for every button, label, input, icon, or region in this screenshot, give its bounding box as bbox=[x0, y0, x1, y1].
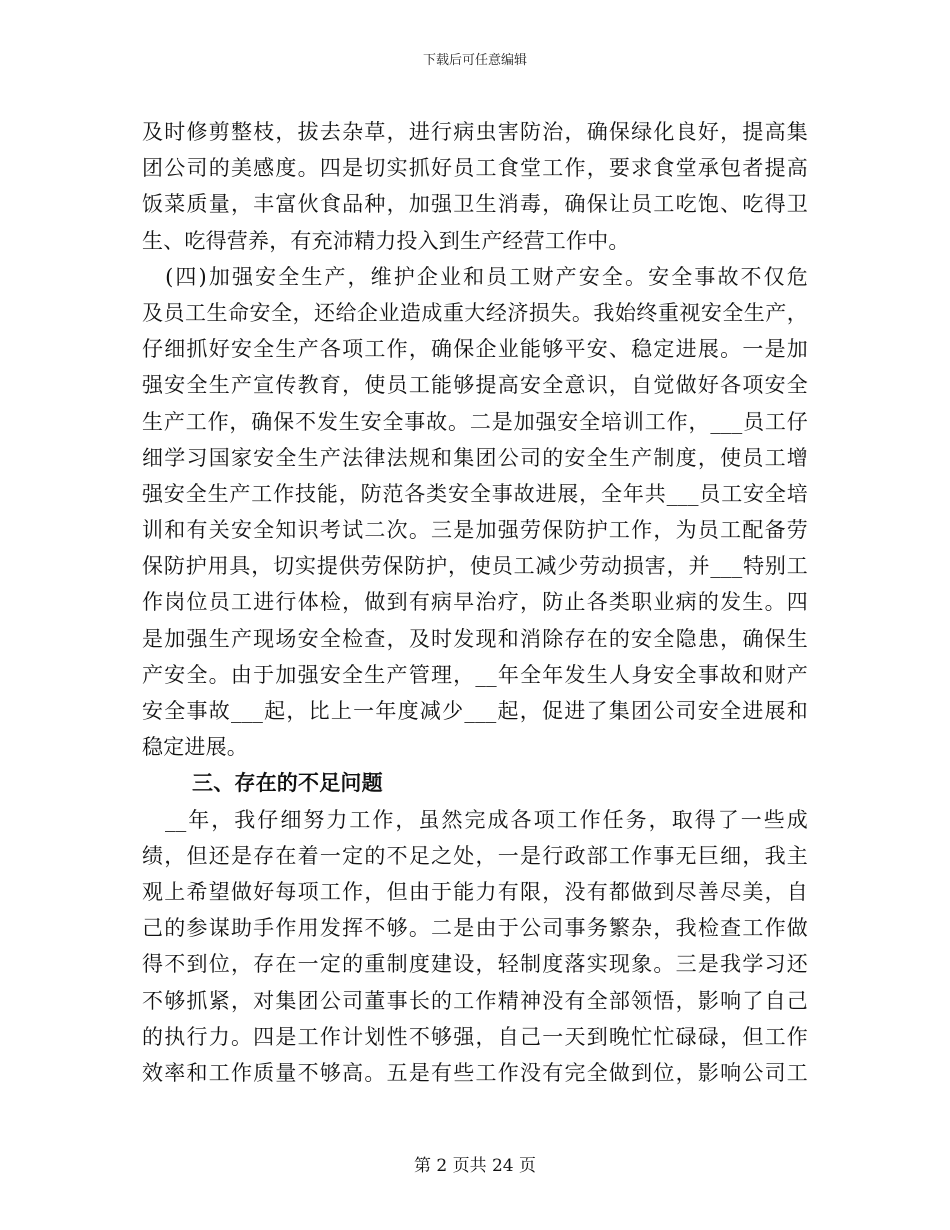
page-number-footer: 第 2 页共 24 页 bbox=[413, 1156, 537, 1176]
text-line: 及员工生命安全，还给企业造成重大经济损失。我始终重视安全生产， bbox=[142, 300, 808, 325]
document-body bbox=[142, 114, 808, 1091]
text-line: 饭菜质量，丰富伙食品种，加强卫生消毒，确保让员工吃饱、吃得卫 bbox=[142, 192, 808, 217]
text-line: 产安全。由于加强安全生产管理，__年全年发生人身安全事故和财产 bbox=[142, 662, 808, 687]
text-line: 强安全生产宣传教育，使员工能够提高安全意识，自觉做好各项安全 bbox=[142, 373, 808, 398]
text-line: 观上希望做好每项工作，但由于能力有限，没有都做到尽善尽美，自 bbox=[142, 879, 808, 904]
text-line: 保防护用具，切实提供劳保防护，使员工减少劳动损害，并___特别工 bbox=[142, 554, 808, 579]
text-line: 安全事故___起，比上一年度减少___起，促进了集团公司安全进展和 bbox=[142, 699, 808, 723]
text-line: 作岗位员工进行体检，做到有病早治疗，防止各类职业病的发生。四 bbox=[142, 590, 808, 615]
text-line: 及时修剪整枝，拔去杂草，进行病虫害防治，确保绿化良好，提高集 bbox=[142, 120, 808, 144]
text-line: 团公司的美感度。四是切实抓好员工食堂工作，要求食堂承包者提高 bbox=[142, 156, 808, 181]
text-line: 生、吃得营养，有充沛精力投入到生产经营工作中。 bbox=[142, 228, 630, 253]
text-line: 己的参谋助手作用发挥不够。二是由于公司事务繁杂，我检查工作做 bbox=[142, 916, 808, 941]
text-line: 不够抓紧，对集团公司董事长的工作精神没有全部领悟，影响了自己 bbox=[142, 988, 808, 1013]
page-header-note: 下载后可任意编辑 bbox=[422, 53, 527, 68]
text-line: 得不到位，存在一定的重制度建设，轻制度落实现象。三是我学习还 bbox=[142, 952, 808, 977]
paragraph-start-line: (四)加强安全生产，维护企业和员工财产安全。安全事故不仅危 bbox=[142, 264, 808, 289]
text-line: 绩，但还是存在着一定的不足之处，一是行政部工作事无巨细，我主 bbox=[142, 843, 808, 868]
text-line: 生产工作，确保不发生安全事故。二是加强安全培训工作，___员工仔 bbox=[142, 409, 808, 434]
text-line: 仔细抓好安全生产各项工作，确保企业能够平安、稳定进展。一是加 bbox=[142, 337, 808, 362]
text-line: 稳定进展。 bbox=[142, 735, 248, 760]
paragraph-start-line: __年，我仔细努力工作，虽然完成各项工作任务，取得了一些成 bbox=[142, 807, 808, 832]
text-line: 是加强生产现场安全检查，及时发现和消除存在的安全隐患，确保生 bbox=[142, 626, 808, 651]
text-line: 训和有关安全知识考试二次。三是加强劳保防护工作，为员工配备劳 bbox=[142, 518, 808, 543]
section-heading: 三、存在的不足问题 bbox=[192, 770, 383, 796]
text-line: 强安全生产工作技能，防范各类安全事故进展，全年共___员工安全培 bbox=[142, 481, 808, 506]
text-line: 效率和工作质量不够高。五是有些工作没有完全做到位，影响公司工 bbox=[142, 1060, 808, 1085]
text-line: 的执行力。四是工作计划性不够强，自己一天到晚忙忙碌碌，但工作 bbox=[142, 1024, 808, 1049]
text-line: 细学习国家安全生产法律法规和集团公司的安全生产制度，使员工增 bbox=[142, 445, 808, 470]
